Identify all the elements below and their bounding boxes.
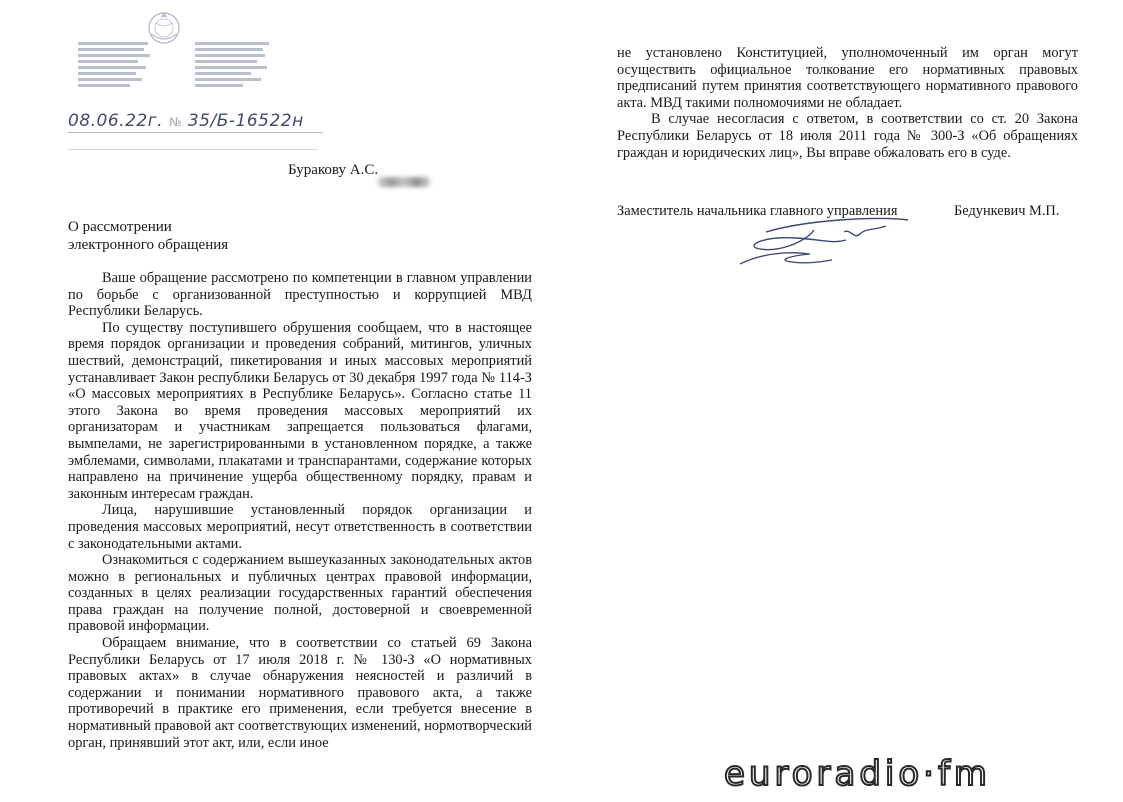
redacted-address	[378, 177, 430, 187]
letter-body-right	[617, 45, 1078, 161]
signature-name: Бедункевич М.П.	[954, 203, 1060, 219]
belarus-emblem-icon	[146, 8, 182, 46]
body-paragraph: Лица, нарушившие установленный порядок организации и проведения массовых мероприятий, несут ответственность в соответствии с законодательными актами.	[68, 502, 532, 552]
registration-date: 08.06.22г.	[68, 111, 164, 131]
registration-line	[68, 111, 304, 131]
addressee: Буракову А.С.	[288, 162, 379, 178]
handwritten-signature-icon	[736, 210, 926, 272]
body-paragraph: Ваше обращение рассмотрено по компетенции в главном управлении по борьбе с организованной преступностью и коррупцией МВД Республики Беларусь.	[68, 270, 532, 320]
body-paragraph: В случае несогласия с ответом, в соответствии со ст. 20 Закона Республики Беларусь от 18 июля 2011 года № 300-З «Об обращениях граждан и юридических лиц», Вы вправе обжаловать его в суде.	[617, 111, 1078, 161]
body-paragraph: По существу поступившего обрушения сообщаем, что в настоящее время порядок организации и проведения собраний, митингов, уличных шествий, демонстраций, пикетирования и иных массовых мероприятий устанавливает Закон республики Беларусь от 30 декабря 1997 года № 114-З «О массовых мероприятиях в Республике Беларусь». Согласно статье 11 этого Закона во время проведения массовых мероприятий их организаторам и участникам запрещается пользоваться флагами, вымпелами, не зарегистрированными в установленном порядке, а также эмблемами, символами, плакатами и транспарантами, содержание которых направлено на причинение ущерба общественному порядку, правам и законным интересам граждан.	[68, 319, 532, 502]
euroradio-logo: euroradio·fm	[724, 754, 992, 794]
subject-line-2: электронного обращения	[68, 237, 229, 253]
subject-line-1: О рассмотрении	[68, 219, 172, 235]
reference-line	[68, 149, 318, 150]
body-paragraph: Обращаем внимание, что в соответствии со статьей 69 Закона Республики Беларусь от 17 июля 2018 г. № 130-З «О нормативных правовых актах» в случае обнаружения неясностей и различий в содержании и понимании нормативного правового акта, а также противоречий в практике его применения, если требуется внесение в нормативный правовой акт соответствующих изменений, нормотворческий орган, принявший этот акт, или, если иное	[68, 635, 532, 751]
registration-number: 35/Б-16522н	[187, 111, 304, 131]
organization-header-stamp-by	[195, 42, 273, 120]
letter-body-left	[68, 270, 532, 751]
registration-underline	[68, 132, 323, 133]
registration-separator: №	[168, 115, 182, 129]
organization-header-stamp	[78, 42, 156, 120]
letter-subject	[68, 218, 228, 254]
body-continuation: не установлено Конституцией, уполномоченный им орган могут осуществить официальное толкование его нормативных правовых предписаний путем принятия соответствующего нормативного правового акта. МВД такими полномочиями не обладает.	[617, 45, 1078, 111]
body-paragraph: Ознакомиться с содержанием вышеуказанных законодательных актов можно в региональных и публичных центрах правовой информации, созданных в целях реализации государственных гарантий обеспечения права граждан на получение полной, достоверной и своевременной правовой информации.	[68, 552, 532, 635]
signature-title: Заместитель начальника главного управления	[617, 203, 898, 219]
